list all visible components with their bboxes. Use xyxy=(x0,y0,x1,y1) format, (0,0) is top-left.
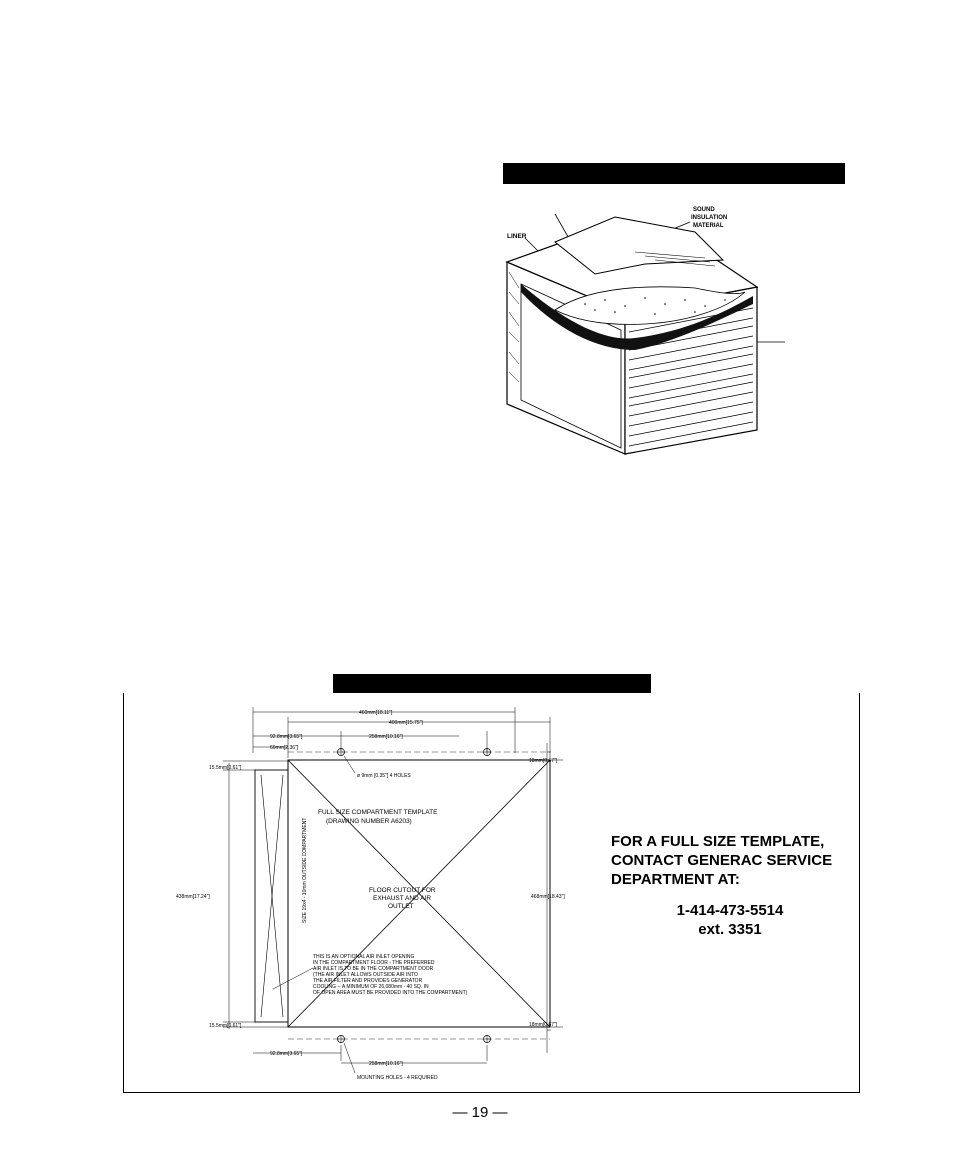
note-cutout-line1: FLOOR CUTOUT FOR xyxy=(369,887,436,894)
note-vertical: SIZE 19x4 - 10mm OUTSIDE COMPARTMENT xyxy=(302,817,308,923)
compartment-template-drawing xyxy=(123,693,860,1093)
dim-mounting-note: MOUNTING HOLES - 4 REQUIRED xyxy=(357,1075,438,1081)
sound-label-1: SOUND xyxy=(693,207,715,213)
dim-hole-note: ø 9mm [0.35"] 4 HOLES xyxy=(357,773,411,779)
figure-title-bar-top xyxy=(503,163,845,184)
note-cutout-line2: EXHAUST AND AIR xyxy=(373,895,432,902)
dim-overall-width: 460mm[18.11"] xyxy=(359,710,393,716)
dim-offset-top: 92.8mm[3.65"] xyxy=(270,734,303,740)
dim-right-bottom-margin: 18mm[0.67"] xyxy=(529,1022,558,1028)
note-inlet-line4: (THE AIR INLET ALLOWS OUTSIDE AIR INTO xyxy=(313,972,418,978)
note-inlet-line6: COOLING -- A MINIMUM OF 26,080mm - 40 SQ. IN xyxy=(313,984,429,990)
sound-label-3: MATERIAL xyxy=(693,223,724,229)
contact-line2: CONTACT GENERAC SERVICE xyxy=(611,852,833,869)
liner-label: LINER xyxy=(507,233,527,240)
note-inlet-line3: AIR INLET IS TO BE IN THE COMPARTMENT DOOR xyxy=(313,966,434,972)
dim-left-bottom-margin: 15.5mm[0.61"] xyxy=(209,1023,242,1029)
sound-label-2: INSULATION xyxy=(691,215,728,221)
dim-hole-spacing-bottom: 258mm[10.16"] xyxy=(369,1061,403,1067)
contact-heading xyxy=(611,832,851,889)
dim-hole-spacing-top: 258mm[10.16"] xyxy=(369,734,403,740)
note-inlet-line1: THIS IS AN OPTIONAL AIR INLET OPENING xyxy=(313,954,415,960)
note-cutout-line3: OUTLET xyxy=(388,903,414,910)
contact-line1: FOR A FULL SIZE TEMPLATE, xyxy=(611,833,825,850)
figure-title-bar-bottom xyxy=(333,674,651,693)
note-inlet-line5: THE AIR FILTER AND PROVIDES GENERATOR xyxy=(313,978,423,984)
dim-inner-width: 400mm[15.75"] xyxy=(389,720,423,726)
dim-left-height: 438mm[17.24"] xyxy=(176,894,210,900)
dim-right-top-margin: 18mm[0.67"] xyxy=(529,758,558,764)
dim-left-top-margin: 15.5mm[0.61"] xyxy=(209,765,242,771)
note-template-line2: (DRAWING NUMBER A6203) xyxy=(326,818,412,825)
note-template-line1: FULL SIZE COMPARTMENT TEMPLATE xyxy=(318,809,438,816)
contact-line3: DEPARTMENT AT: xyxy=(611,871,740,888)
dim-offset-bottom: 92.8mm[3.65"] xyxy=(270,1051,303,1057)
contact-phone: 1-414-473-5514 xyxy=(676,902,784,919)
note-inlet-line2: IN THE COMPARTMENT FLOOR - THE PREFERRED xyxy=(313,960,435,966)
dim-side-offset: 60mm[2.36"] xyxy=(270,745,299,751)
enclosure-cutaway-illustration xyxy=(495,192,795,462)
contact-ext: ext. 3351 xyxy=(698,921,762,938)
note-inlet-line7: OF OPEN AREA MUST BE PROVIDED INTO THE COMPARTMENT) xyxy=(313,990,468,996)
dim-right-height: 468mm[18.43"] xyxy=(531,894,565,900)
page-number: — 19 — xyxy=(452,1104,508,1121)
